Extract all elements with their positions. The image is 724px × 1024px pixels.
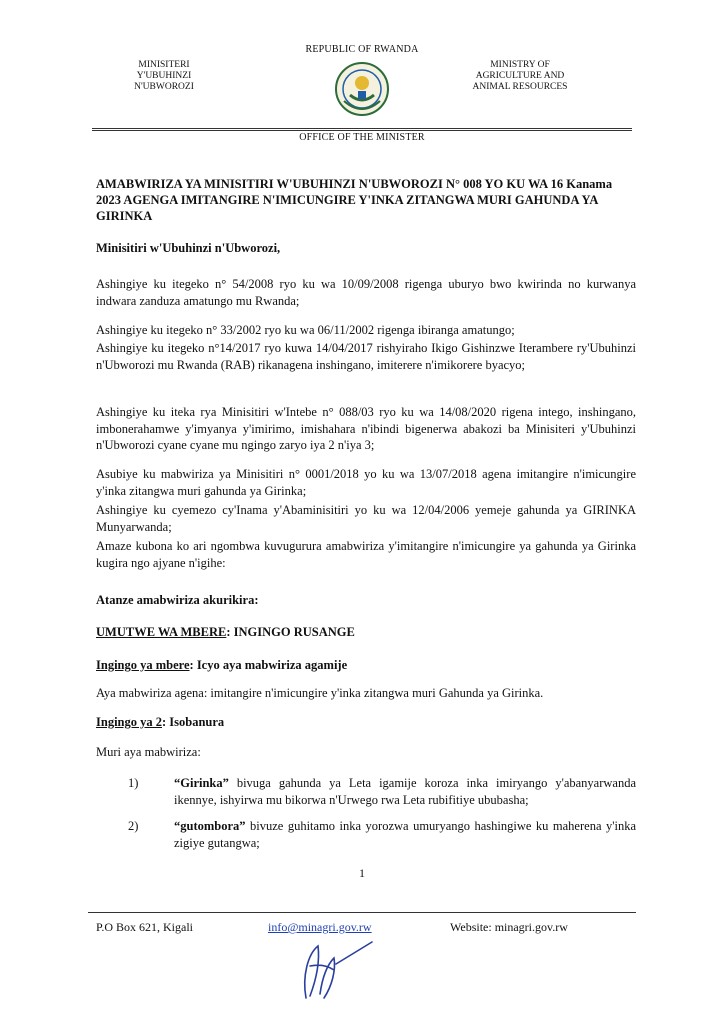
article-text: Muri aya mabwiriza:: [96, 745, 201, 759]
list-item: 2) “gutombora” bivuze guhitamo inka yorozwa umuryango hashingiwe ku maherena y'inka zigiye gutangwa;: [128, 819, 636, 850]
footer-email-link[interactable]: info@minagri.gov.rw: [268, 920, 372, 934]
ministry-name-english: MINISTRY OF AGRICULTURE AND ANIMAL RESOURCES: [472, 60, 568, 92]
document-title: AMABWIRIZA YA MINISITIRI W'UBUHINZI N'UBWOROZI N° 008 YO KU WA 16 Kanama 2023 AGENGA IMITANGIRE N'IMICUNGIRE Y'INKA ZITANGWA MURI GAHUNDA YA GIRINKA: [96, 177, 613, 223]
preamble-paragraph: Asubiye ku mabwiriza ya Minisitiri n° 0001/2018 yo ku wa 13/07/2018 agena imitangire n'imicungire y'inka zitangwa muri gahunda ya Girinka;: [96, 467, 636, 498]
article-heading: Ingingo ya 2: Isobanura: [96, 715, 225, 729]
coat-of-arms-icon: [334, 61, 390, 117]
article-heading: Ingingo ya mbere: Icyo aya mabwiriza agamije: [96, 658, 348, 672]
preamble-paragraph: Ashingiye ku itegeko n° 54/2008 ryo ku wa 10/09/2008 rigenga uburyo bwo kwirinda no kurwanya indwara zanduza amatungo mu Rwanda;: [96, 277, 636, 308]
article-text: Aya mabwiriza agena: imitangire n'imicungire y'inka zitangwa muri Gahunda ya Girinka.: [96, 686, 544, 700]
footer-divider: [88, 912, 636, 913]
republic-label: REPUBLIC OF RWANDA: [305, 44, 419, 55]
minister-heading: Minisitiri w'Ubuhinzi n'Ubworozi,: [96, 241, 281, 255]
ministry-name-kinyarwanda: MINISITERI Y'UBUHINZI N'UBWOROZI: [134, 60, 194, 92]
footer-address: P.O Box 621, Kigali: [96, 920, 194, 934]
footer-website: Website: minagri.gov.rw: [450, 920, 568, 934]
header-divider-2: [92, 130, 632, 131]
preamble-paragraph: Ashingiye ku iteka rya Minisitiri w'Intebe n° 088/03 ryo ku wa 14/08/2020 rigena intego, inshingano, imbonerahamwe y'imyanya y'imirimo, imishahara n'ibindi bigenerwa abakozi ba Minisiteri y'Ubuhinzi n'Ubworozi cyane cyane mu ngingo zaryo iya 2 n'iya 3;: [96, 405, 636, 452]
office-label: OFFICE OF THE MINISTER: [299, 132, 425, 143]
preamble-paragraph: Ashingiye ku cyemezo cy'Inama y'Abaminisitiri yo ku wa 12/04/2006 yemeje gahunda ya GIRINKA Munyarwanda;: [96, 503, 636, 534]
preamble-paragraph: Ashingiye ku itegeko n°14/2017 ryo kuwa 14/04/2017 rishyiraho Ikigo Gishinzwe Iterambere ry'Ubuhinzi n'Ubworozi mu Rwanda (RAB) rikanagena inshingano, imiterere n'imikorere byacyo;: [96, 341, 636, 372]
preamble-paragraph: Amaze kubona ko ari ngombwa kuvugurura amabwiriza y'imitangire n'imicungire ya gahunda ya Girinka kugira ngo ajyane n'igihe:: [96, 539, 636, 570]
chapter-heading: UMUTWE WA MBERE: INGINGO RUSANGE: [96, 625, 355, 639]
list-item: 1) “Girinka” bivuga gahunda ya Leta igamije koroza inka imiryango y'abanyarwanda ikennye, ishyirwa mu bikorwa n'Urwego rwa Leta rubifitiye ububasha;: [128, 776, 636, 807]
header-divider: [92, 128, 632, 129]
preamble-paragraph: Ashingiye ku itegeko n° 33/2002 ryo ku wa 06/11/2002 rigenga ibiranga amatungo;: [96, 323, 515, 337]
page-number: 1: [359, 866, 365, 880]
decree-heading: Atanze amabwiriza akurikira:: [96, 593, 259, 607]
signature-icon: [276, 936, 386, 1006]
